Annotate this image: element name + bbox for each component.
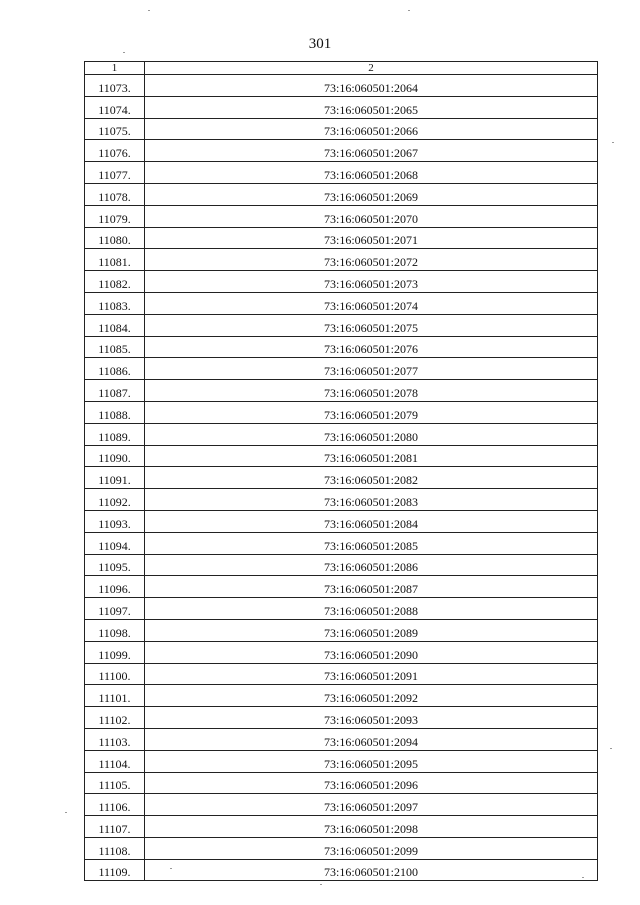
table-row bbox=[85, 75, 598, 97]
table-row bbox=[85, 96, 598, 118]
cadastral-number-cell: 73:16:060501:2090 bbox=[145, 641, 598, 663]
row-number-cell: 11095. bbox=[85, 554, 145, 576]
page-number: 301 bbox=[308, 36, 332, 52]
cadastral-number-cell: 73:16:060501:2085 bbox=[145, 532, 598, 554]
row-number-cell: 11077. bbox=[85, 162, 145, 184]
table-row bbox=[85, 227, 598, 249]
cadastral-number-cell: 73:16:060501:2068 bbox=[145, 162, 598, 184]
row-number-cell: 11074. bbox=[85, 96, 145, 118]
row-number-cell: 11098. bbox=[85, 619, 145, 641]
table-row bbox=[85, 445, 598, 467]
cadastral-number-cell: 73:16:060501:2087 bbox=[145, 576, 598, 598]
cadastral-number-cell: 73:16:060501:2098 bbox=[145, 816, 598, 838]
column-header-2: 2 bbox=[145, 62, 598, 75]
row-number-cell: 11086. bbox=[85, 358, 145, 380]
row-number-cell: 11084. bbox=[85, 314, 145, 336]
row-number-cell: 11075. bbox=[85, 118, 145, 140]
cadastral-number-cell: 73:16:060501:2073 bbox=[145, 271, 598, 293]
cadastral-number-cell: 73:16:060501:2096 bbox=[145, 772, 598, 794]
cadastral-number-cell: 73:16:060501:2081 bbox=[145, 445, 598, 467]
table-row bbox=[85, 707, 598, 729]
cadastral-number-cell: 73:16:060501:2074 bbox=[145, 292, 598, 314]
row-number-cell: 11102. bbox=[85, 707, 145, 729]
cadastral-number-cell: 73:16:060501:2067 bbox=[145, 140, 598, 162]
table-row bbox=[85, 162, 598, 184]
table-row bbox=[85, 619, 598, 641]
row-number-cell: 11101. bbox=[85, 685, 145, 707]
table-row bbox=[85, 271, 598, 293]
table-row bbox=[85, 380, 598, 402]
row-number-cell: 11094. bbox=[85, 532, 145, 554]
cadastral-table bbox=[84, 61, 598, 881]
table-row bbox=[85, 358, 598, 380]
table-row bbox=[85, 336, 598, 358]
table-row bbox=[85, 205, 598, 227]
row-number-cell: 11073. bbox=[85, 75, 145, 97]
cadastral-number-cell: 73:16:060501:2084 bbox=[145, 510, 598, 532]
cadastral-number-cell: 73:16:060501:2078 bbox=[145, 380, 598, 402]
scan-speck bbox=[408, 10, 410, 11]
row-number-cell: 11103. bbox=[85, 728, 145, 750]
table-row bbox=[85, 576, 598, 598]
table-header-row bbox=[85, 62, 598, 75]
cadastral-number-cell: 73:16:060501:2075 bbox=[145, 314, 598, 336]
table-row bbox=[85, 685, 598, 707]
row-number-cell: 11087. bbox=[85, 380, 145, 402]
table-row bbox=[85, 423, 598, 445]
row-number-cell: 11082. bbox=[85, 271, 145, 293]
table-row bbox=[85, 598, 598, 620]
cadastral-number-cell: 73:16:060501:2092 bbox=[145, 685, 598, 707]
cadastral-number-cell: 73:16:060501:2071 bbox=[145, 227, 598, 249]
table-row bbox=[85, 794, 598, 816]
row-number-cell: 11076. bbox=[85, 140, 145, 162]
row-number-cell: 11092. bbox=[85, 489, 145, 511]
cadastral-number-cell: 73:16:060501:2097 bbox=[145, 794, 598, 816]
row-number-cell: 11080. bbox=[85, 227, 145, 249]
cadastral-number-cell: 73:16:060501:2094 bbox=[145, 728, 598, 750]
cadastral-number-cell: 73:16:060501:2088 bbox=[145, 598, 598, 620]
table-row bbox=[85, 837, 598, 859]
cadastral-number-cell: 73:16:060501:2089 bbox=[145, 619, 598, 641]
row-number-cell: 11083. bbox=[85, 292, 145, 314]
table-row bbox=[85, 249, 598, 271]
row-number-cell: 11105. bbox=[85, 772, 145, 794]
row-number-cell: 11104. bbox=[85, 750, 145, 772]
table-row bbox=[85, 489, 598, 511]
scan-speck bbox=[148, 10, 150, 11]
table-row bbox=[85, 663, 598, 685]
row-number-cell: 11109. bbox=[85, 859, 145, 881]
row-number-cell: 11099. bbox=[85, 641, 145, 663]
cadastral-number-cell: 73:16:060501:2082 bbox=[145, 467, 598, 489]
row-number-cell: 11096. bbox=[85, 576, 145, 598]
table-row bbox=[85, 314, 598, 336]
table-row bbox=[85, 510, 598, 532]
table-row bbox=[85, 554, 598, 576]
row-number-cell: 11090. bbox=[85, 445, 145, 467]
scan-speck bbox=[65, 812, 67, 813]
table-body bbox=[85, 75, 598, 881]
cadastral-number-cell: 73:16:060501:2070 bbox=[145, 205, 598, 227]
table-row bbox=[85, 641, 598, 663]
column-header-1: 1 bbox=[85, 62, 145, 75]
cadastral-number-cell: 73:16:060501:2091 bbox=[145, 663, 598, 685]
cadastral-number-cell: 73:16:060501:2069 bbox=[145, 183, 598, 205]
cadastral-number-cell: 73:16:060501:2079 bbox=[145, 401, 598, 423]
row-number-cell: 11097. bbox=[85, 598, 145, 620]
row-number-cell: 11091. bbox=[85, 467, 145, 489]
table-row bbox=[85, 772, 598, 794]
row-number-cell: 11107. bbox=[85, 816, 145, 838]
row-number-cell: 11085. bbox=[85, 336, 145, 358]
cadastral-number-cell: 73:16:060501:2086 bbox=[145, 554, 598, 576]
table-row bbox=[85, 532, 598, 554]
scan-speck bbox=[610, 748, 612, 749]
table-row bbox=[85, 401, 598, 423]
cadastral-number-cell: 73:16:060501:2066 bbox=[145, 118, 598, 140]
cadastral-number-cell: 73:16:060501:2099 bbox=[145, 837, 598, 859]
cadastral-number-cell: 73:16:060501:2083 bbox=[145, 489, 598, 511]
table-row bbox=[85, 859, 598, 881]
row-number-cell: 11106. bbox=[85, 794, 145, 816]
cadastral-number-cell: 73:16:060501:2076 bbox=[145, 336, 598, 358]
table-row bbox=[85, 750, 598, 772]
row-number-cell: 11089. bbox=[85, 423, 145, 445]
scan-speck bbox=[582, 877, 584, 878]
row-number-cell: 11100. bbox=[85, 663, 145, 685]
cadastral-number-cell: 73:16:060501:2065 bbox=[145, 96, 598, 118]
row-number-cell: 11078. bbox=[85, 183, 145, 205]
scan-speck bbox=[320, 884, 322, 885]
table-row bbox=[85, 140, 598, 162]
scan-speck bbox=[612, 142, 614, 143]
table-row bbox=[85, 816, 598, 838]
row-number-cell: 11081. bbox=[85, 249, 145, 271]
row-number-cell: 11093. bbox=[85, 510, 145, 532]
scan-speck bbox=[170, 868, 172, 869]
cadastral-number-cell: 73:16:060501:2077 bbox=[145, 358, 598, 380]
cadastral-number-cell: 73:16:060501:2100 bbox=[145, 859, 598, 881]
table-row bbox=[85, 728, 598, 750]
cadastral-number-cell: 73:16:060501:2080 bbox=[145, 423, 598, 445]
table-row bbox=[85, 118, 598, 140]
row-number-cell: 11088. bbox=[85, 401, 145, 423]
table-row bbox=[85, 183, 598, 205]
table-row bbox=[85, 467, 598, 489]
cadastral-number-cell: 73:16:060501:2064 bbox=[145, 75, 598, 97]
cadastral-number-cell: 73:16:060501:2095 bbox=[145, 750, 598, 772]
row-number-cell: 11108. bbox=[85, 837, 145, 859]
cadastral-number-cell: 73:16:060501:2093 bbox=[145, 707, 598, 729]
table-row bbox=[85, 292, 598, 314]
row-number-cell: 11079. bbox=[85, 205, 145, 227]
cadastral-number-cell: 73:16:060501:2072 bbox=[145, 249, 598, 271]
scan-speck bbox=[123, 52, 125, 53]
